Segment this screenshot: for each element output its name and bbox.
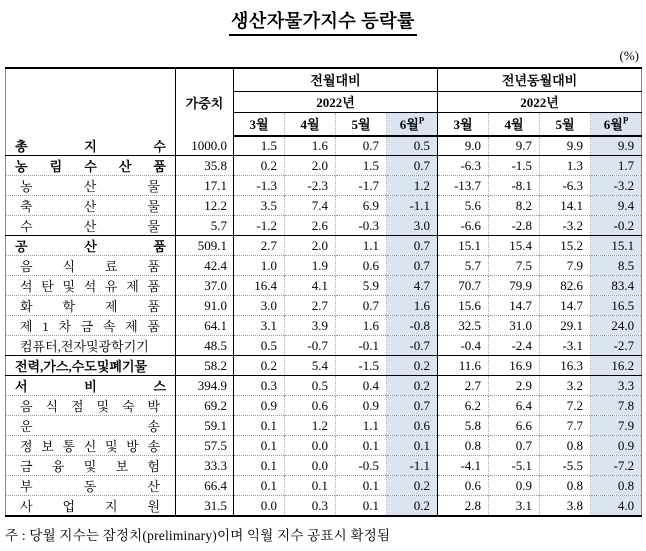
mom-value: -0.3: [336, 216, 387, 236]
mom-value: 3.1: [234, 316, 285, 336]
mom-value: -1.3: [234, 176, 285, 196]
mom-value: 1.1: [336, 416, 387, 436]
mom-value: 1.6: [387, 296, 438, 316]
row-label: 정 보 통 신 및 방 송: [20, 439, 160, 455]
table-row: [6, 256, 642, 276]
row-label-cell: [6, 456, 176, 476]
mom-value: 2.0: [285, 156, 336, 176]
yoy-value: 16.5: [591, 296, 642, 316]
yoy-value: -3.2: [540, 216, 591, 236]
mom-value: -0.8: [387, 316, 438, 336]
table-row: [6, 276, 642, 296]
table-row: [6, 176, 642, 196]
month-header: 5월: [336, 112, 387, 136]
yoy-value: -0.4: [438, 336, 489, 356]
yoy-value: -6.3: [438, 156, 489, 176]
mom-value: 0.1: [234, 476, 285, 496]
mom-value: 0.9: [234, 396, 285, 416]
weight-value: 1000.0: [176, 136, 234, 156]
row-label: 총 지 수: [15, 139, 166, 155]
yoy-value: 15.4: [489, 236, 540, 256]
group-header-yoy: 전년동월대비: [438, 68, 642, 91]
mom-value: 1.6: [336, 316, 387, 336]
yoy-value: 0.9: [591, 436, 642, 456]
yoy-value: 6.4: [489, 396, 540, 416]
table-row: [6, 216, 642, 236]
yoy-value: 9.0: [438, 136, 489, 156]
ppi-table: [5, 67, 642, 517]
row-label: 음 식 료 품: [20, 259, 160, 275]
row-label: 서 비 스: [15, 379, 166, 395]
table-row: [6, 236, 642, 256]
yoy-value: 5.7: [438, 256, 489, 276]
weight-value: 69.2: [176, 396, 234, 416]
mom-value: 2.0: [285, 236, 336, 256]
mom-value: 16.4: [234, 276, 285, 296]
yoy-value: 24.0: [591, 316, 642, 336]
yoy-value: 8.5: [591, 256, 642, 276]
mom-value: 3.9: [285, 316, 336, 336]
row-label-cell: [6, 196, 176, 216]
table-row: [6, 136, 642, 156]
mom-value: 1.6: [285, 136, 336, 156]
footnote: 주 : 당월 지수는 잠정치(preliminary)이며 익월 지수 공표시 확정됨: [5, 528, 391, 544]
row-label: 축 산 물: [20, 199, 160, 215]
yoy-value: 11.6: [438, 356, 489, 376]
row-label-cell: [6, 376, 176, 396]
row-label-cell: [6, 416, 176, 436]
weight-value: 59.1: [176, 416, 234, 436]
table-row: [6, 496, 642, 517]
table-row: [6, 356, 642, 376]
yoy-value: 3.8: [540, 496, 591, 517]
yoy-value: 6.2: [438, 396, 489, 416]
yoy-value: 0.8: [540, 436, 591, 456]
yoy-value: 82.6: [540, 276, 591, 296]
mom-value: 0.7: [336, 296, 387, 316]
mom-value: 2.6: [285, 216, 336, 236]
weight-value: 5.7: [176, 216, 234, 236]
yoy-value: 7.8: [591, 396, 642, 416]
unit-label: (%): [619, 48, 639, 63]
yoy-value: 0.8: [540, 476, 591, 496]
yoy-value: 9.7: [489, 136, 540, 156]
yoy-value: 16.2: [591, 356, 642, 376]
yoy-value: 15.6: [438, 296, 489, 316]
yoy-value: -2.8: [489, 216, 540, 236]
mom-value: 0.0: [285, 456, 336, 476]
mom-value: 0.7: [387, 156, 438, 176]
mom-value: 1.2: [387, 176, 438, 196]
yoy-value: 31.0: [489, 316, 540, 336]
weight-value: 48.5: [176, 336, 234, 356]
table-row: [6, 396, 642, 416]
weight-value: 17.1: [176, 176, 234, 196]
row-label-cell: [6, 216, 176, 236]
mom-value: 0.1: [234, 436, 285, 456]
mom-value: 2.7: [234, 236, 285, 256]
yoy-value: -6.3: [540, 176, 591, 196]
mom-value: 0.3: [285, 496, 336, 517]
mom-value: 0.2: [387, 376, 438, 396]
month-header-text: 6월: [603, 117, 623, 133]
weight-value: 394.9: [176, 376, 234, 396]
mom-value: 1.1: [336, 236, 387, 256]
yoy-value: 9.4: [591, 196, 642, 216]
yoy-value: 1.3: [540, 156, 591, 176]
month-header: 4월: [489, 112, 540, 136]
mom-value: 1.0: [234, 256, 285, 276]
yoy-value: 14.7: [540, 296, 591, 316]
mom-value: -1.1: [387, 456, 438, 476]
mom-value: -1.7: [336, 176, 387, 196]
row-label: 전력,가스,수도및폐기물: [15, 359, 148, 375]
yoy-value: -3.2: [591, 176, 642, 196]
mom-value: 0.6: [336, 256, 387, 276]
month-header-prelim: [387, 112, 438, 136]
yoy-value: 3.2: [540, 376, 591, 396]
title-area: [0, 0, 646, 36]
page-title: 생산자물가지수 등락률: [229, 7, 417, 36]
table-row: [6, 416, 642, 436]
month-header: 4월: [285, 112, 336, 136]
row-label-cell: [6, 436, 176, 456]
mom-value: 1.2: [285, 416, 336, 436]
weight-value: 58.2: [176, 356, 234, 376]
yoy-value: 15.2: [540, 236, 591, 256]
mom-value: 0.1: [234, 456, 285, 476]
row-label-cell: [6, 396, 176, 416]
row-label-cell: [6, 156, 176, 176]
weight-value: 12.2: [176, 196, 234, 216]
row-label: 수 산 물: [20, 219, 160, 235]
mom-value: 0.2: [234, 156, 285, 176]
mom-value: 0.6: [387, 416, 438, 436]
yoy-value: 15.1: [438, 236, 489, 256]
weight-value: 64.1: [176, 316, 234, 336]
month-header-text: 6월: [399, 117, 419, 133]
yoy-value: 7.9: [540, 256, 591, 276]
yoy-value: -6.6: [438, 216, 489, 236]
weight-value: 35.8: [176, 156, 234, 176]
yoy-value: 5.6: [438, 196, 489, 216]
row-label: 농 림 수 산 품: [15, 159, 166, 175]
row-label: 공 산 품: [15, 239, 166, 255]
yoy-value: 7.5: [489, 256, 540, 276]
mom-value: 0.1: [387, 436, 438, 456]
table-row: [6, 296, 642, 316]
yoy-value: 16.3: [540, 356, 591, 376]
row-label-cell: [6, 316, 176, 336]
row-label-cell: [6, 236, 176, 256]
month-header-prelim: [591, 112, 642, 136]
row-label: 운 송: [20, 419, 160, 435]
yoy-value: 2.8: [438, 496, 489, 517]
table-row: [6, 376, 642, 396]
mom-value: 1.9: [285, 256, 336, 276]
row-label: 부 동 산: [20, 479, 160, 495]
yoy-value: -0.2: [591, 216, 642, 236]
weight-value: 42.4: [176, 256, 234, 276]
mom-value: 3.0: [234, 296, 285, 316]
row-label-cell: [6, 336, 176, 356]
yoy-value: 16.9: [489, 356, 540, 376]
table-row: [6, 456, 642, 476]
mom-value: 0.1: [336, 476, 387, 496]
row-label-cell: [6, 296, 176, 316]
month-header: 3월: [234, 112, 285, 136]
mom-value: 0.0: [234, 496, 285, 517]
yoy-value: 70.7: [438, 276, 489, 296]
mom-value: -0.5: [336, 456, 387, 476]
yoy-value: 2.7: [438, 376, 489, 396]
mom-value: 4.7: [387, 276, 438, 296]
table-row: [6, 336, 642, 356]
mom-value: 0.3: [234, 376, 285, 396]
year-header-mom: 2022년: [234, 91, 438, 112]
mom-value: -1.1: [387, 196, 438, 216]
yoy-value: 5.8: [438, 416, 489, 436]
yoy-value: 83.4: [591, 276, 642, 296]
mom-value: 0.1: [285, 476, 336, 496]
mom-value: 0.2: [387, 476, 438, 496]
yoy-value: 7.7: [540, 416, 591, 436]
weight-value: 31.5: [176, 496, 234, 517]
row-label-cell: [6, 256, 176, 276]
yoy-value: -2.7: [591, 336, 642, 356]
mom-value: 4.1: [285, 276, 336, 296]
mom-value: 5.4: [285, 356, 336, 376]
table-header: [6, 68, 642, 136]
yoy-value: 15.1: [591, 236, 642, 256]
mom-value: 0.2: [387, 356, 438, 376]
weight-value: 57.5: [176, 436, 234, 456]
yoy-value: 8.2: [489, 196, 540, 216]
yoy-value: -8.1: [489, 176, 540, 196]
mom-value: 0.9: [336, 396, 387, 416]
month-header: 5월: [540, 112, 591, 136]
prelim-mark: P: [622, 115, 629, 126]
mom-value: 0.1: [336, 436, 387, 456]
yoy-value: 0.8: [591, 476, 642, 496]
yoy-value: 1.7: [591, 156, 642, 176]
mom-value: 0.7: [387, 236, 438, 256]
yoy-value: 6.6: [489, 416, 540, 436]
row-label: 음 식 점 및 숙 박: [20, 399, 160, 415]
yoy-value: -4.1: [438, 456, 489, 476]
row-label: 컴퓨터,전자및광학기기: [20, 339, 149, 355]
yoy-value: 3.1: [489, 496, 540, 517]
mom-value: 1.5: [336, 156, 387, 176]
table-row: [6, 156, 642, 176]
mom-value: 0.5: [285, 376, 336, 396]
mom-value: 0.7: [387, 396, 438, 416]
mom-value: -0.7: [387, 336, 438, 356]
yoy-value: -5.1: [489, 456, 540, 476]
mom-value: 0.4: [336, 376, 387, 396]
mom-value: 0.5: [234, 336, 285, 356]
row-label-cell: [6, 276, 176, 296]
yoy-value: 7.9: [591, 416, 642, 436]
yoy-value: -2.4: [489, 336, 540, 356]
table-row: [6, 436, 642, 456]
mom-value: -2.3: [285, 176, 336, 196]
weight-value: 509.1: [176, 236, 234, 256]
mom-value: 0.1: [234, 416, 285, 436]
mom-value: 1.5: [234, 136, 285, 156]
row-label: 사 업 지 원: [20, 499, 160, 515]
weight-column-header: 가중치: [176, 68, 234, 136]
row-label-cell: [6, 176, 176, 196]
table-row: [6, 196, 642, 216]
table-body: [6, 136, 642, 516]
mom-value: 3.0: [387, 216, 438, 236]
yoy-value: 0.6: [438, 476, 489, 496]
month-header: 3월: [438, 112, 489, 136]
yoy-value: 4.0: [591, 496, 642, 517]
table-row: [6, 316, 642, 336]
yoy-value: 0.7: [489, 436, 540, 456]
yoy-value: -5.5: [540, 456, 591, 476]
mom-value: 0.5: [387, 136, 438, 156]
mom-value: 2.7: [285, 296, 336, 316]
row-label-cell: [6, 476, 176, 496]
row-label: 제 1 차 금 속 제 품: [20, 319, 160, 335]
row-label: 농 산 물: [20, 179, 160, 195]
yoy-value: -1.5: [489, 156, 540, 176]
row-label-cell: [6, 356, 176, 376]
yoy-value: 14.1: [540, 196, 591, 216]
mom-value: 0.7: [336, 136, 387, 156]
mom-value: 0.6: [285, 396, 336, 416]
table-row: [6, 476, 642, 496]
group-header-mom: 전월대비: [234, 68, 438, 91]
prelim-mark: P: [418, 115, 425, 126]
yoy-value: 14.7: [489, 296, 540, 316]
mom-value: -0.7: [285, 336, 336, 356]
row-label: 화 학 제 품: [20, 299, 160, 315]
weight-value: 33.3: [176, 456, 234, 476]
mom-value: 0.2: [234, 356, 285, 376]
row-label: 석 탄 및 석 유 제 품: [20, 279, 160, 295]
mom-value: 0.1: [336, 496, 387, 517]
yoy-value: 0.8: [438, 436, 489, 456]
yoy-value: 32.5: [438, 316, 489, 336]
yoy-value: 2.9: [489, 376, 540, 396]
mom-value: 0.2: [387, 496, 438, 517]
mom-value: 6.9: [336, 196, 387, 216]
weight-value: 91.0: [176, 296, 234, 316]
yoy-value: -3.1: [540, 336, 591, 356]
mom-value: 7.4: [285, 196, 336, 216]
yoy-value: 9.9: [540, 136, 591, 156]
mom-value: -0.1: [336, 336, 387, 356]
row-label-cell: [6, 496, 176, 517]
weight-value: 37.0: [176, 276, 234, 296]
label-column-header: [6, 68, 176, 136]
yoy-value: 3.3: [591, 376, 642, 396]
mom-value: -1.5: [336, 356, 387, 376]
mom-value: 3.5: [234, 196, 285, 216]
yoy-value: 29.1: [540, 316, 591, 336]
yoy-value: -7.2: [591, 456, 642, 476]
yoy-value: 0.9: [489, 476, 540, 496]
mom-value: -1.2: [234, 216, 285, 236]
yoy-value: 79.9: [489, 276, 540, 296]
yoy-value: 7.2: [540, 396, 591, 416]
weight-value: 66.4: [176, 476, 234, 496]
yoy-value: -13.7: [438, 176, 489, 196]
mom-value: 0.0: [285, 436, 336, 456]
mom-value: 5.9: [336, 276, 387, 296]
mom-value: 0.7: [387, 256, 438, 276]
year-header-yoy: 2022년: [438, 91, 642, 112]
yoy-value: 9.9: [591, 136, 642, 156]
row-label: 금 융 및 보 험: [20, 459, 160, 475]
row-label-cell: [6, 136, 176, 156]
